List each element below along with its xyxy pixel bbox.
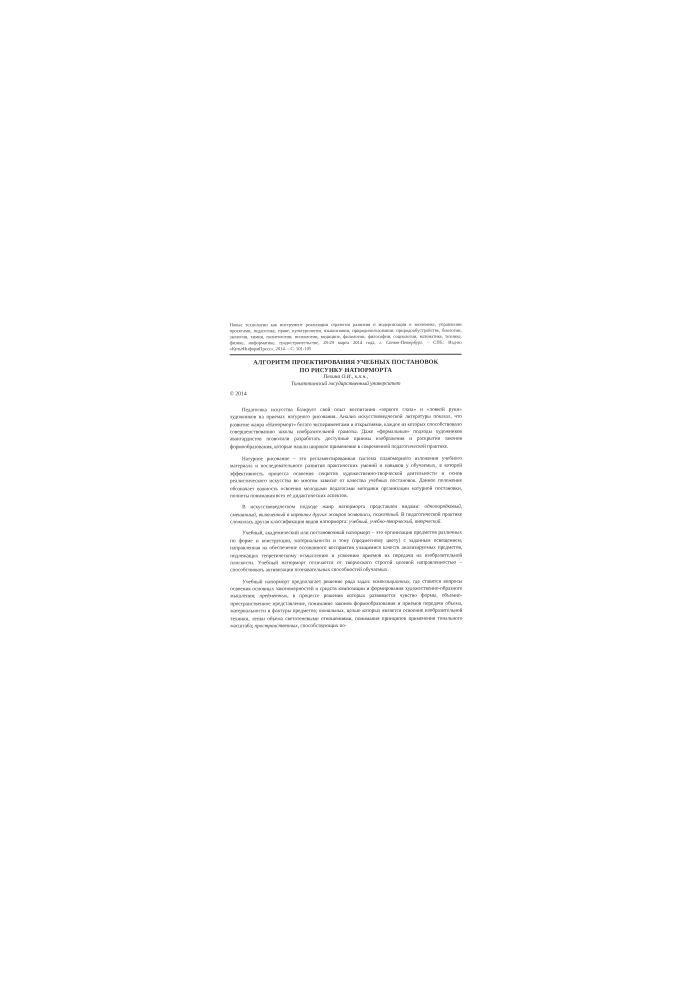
copyright-notice: © 2014 <box>229 391 247 398</box>
p5-text-e: , способствующих по- <box>297 622 347 630</box>
p5-text-a: Учебный натюрморт предполагает решение ряда задач: <box>242 578 373 585</box>
article-body <box>230 406 463 630</box>
title-line-2: ПО РИСУНКУ НАТЮРМОРТА <box>299 366 392 374</box>
paragraph-5 <box>230 578 462 630</box>
author-affiliation: Тольяттинский государственный университет <box>290 381 401 388</box>
p5-italic-a: композиционных <box>372 578 410 585</box>
p5-text-d: , целью которых является освоение изобразительной техники, лепки объема светотеневыми отношениями, понимания принципов применения тонального масштаба; <box>230 607 463 630</box>
p5-text-c: , в процессе решения которых развивается чувство формы, объемно-пространственное представление, понимание законов формообразования и приемов передачи объема, материальности и фактуры предметов; <box>230 593 463 615</box>
paragraph-1: Педагогика искусства базирует свой опыт воспитания «зоркого глаза» и «ловкой руки» художников на приемах натурного рисования. Анализ искусствоведческой литературы показал, что развитие жанра «Натюрморт» богато экспериментами и открытиями, каждое из которых способствовало совершенствованию школы изобразительной грамоты. Даже «формальные» подходы художников авангардистов позволили разработать доступные приемы изображения и раскрытия законов формообразования, которые нашли широкое применение в современной педагогической практике. <box>229 406 462 450</box>
citation-publisher: . – СПб.: Изд-во «КультИнформПресс», 2014. – С. 101-105 <box>229 339 462 352</box>
p3-italic-b: учебный, учебно-творческий, творческий <box>349 518 441 526</box>
p5-italic-d: пространственных <box>254 623 298 630</box>
p3-italic-a: однопорядковый, смешанный, включенный в картины других жанров живописи, сюжетный <box>230 503 463 518</box>
citation-city: г. Санкт-Петербург <box>379 339 423 346</box>
p5-text-b: , где ставятся вопросы освоения основных закономерностей и средств композиции и формирования художественно-образного мышления; <box>230 578 463 600</box>
header-divider <box>230 354 462 356</box>
paragraph-2: Натурное рисование – это регламентированная система планомерного изложения учебного материала и последовательного развития практических умений и навыков у обучаемых, в которой эффективность процесса освоения секретов художественно-творческой деятельности и основ реалистического искусства во многом зависит от качества учебных постановок. Данное положение обозначает важность освоения молодыми педагогами методики организации натурной постановки, полноты понимания всех её дидактических аспектов. <box>229 455 463 500</box>
paragraph-4: Учебный, академический или постановочный натюрморт – это организация предметов различных по форме и конструкции, материальности и тону (предметному цвету) с заданным освещением, направленная на обеспечение осознанного восприятия учащимися качеств анализируемых предметов, подлежащих теоретическому осмыслению и усвоению приемов их передачи на изобразительной плоскости. Учебный натюрморт отличается от творческого строгой целевой направленностью – способствовать активизации познавательных способностей обучаемых. <box>230 530 463 574</box>
article-title <box>230 359 462 374</box>
paragraph-3 <box>230 504 462 527</box>
p3-text-b: . В педагогической практике сложилась другая классификация видов натюрморта: <box>230 511 463 526</box>
p5-italic-b: предметных <box>259 593 288 600</box>
p3-text-c: . <box>440 518 442 525</box>
p5-italic-c: тональных <box>319 608 344 615</box>
p3-text-a: В искусствоведческом подходе жанр натюрморта представлен видами: <box>242 504 425 511</box>
citation-header <box>230 322 462 353</box>
document-page <box>230 322 463 635</box>
author-name: Пехина О.И., к.п.н., <box>323 374 368 381</box>
citation-text: Новые технологии как инструмент реализации стратегии развития и модернизации в экономике, управлении проектами, педагогике, праве, культурологии, языкознании, природопользовании, природообустройстве, биологии, экологии, химии, политологии, психологии, медицине, филологии, философии, социологии, математике, технике, физике, информатике, градостроительстве, 28-29 марта 2014 года, <box>229 321 462 346</box>
title-line-1: АЛГОРИТМ ПРОЕКТИРОВАНИЯ УЧЕБНЫХ ПОСТАНОВОК <box>253 359 439 367</box>
